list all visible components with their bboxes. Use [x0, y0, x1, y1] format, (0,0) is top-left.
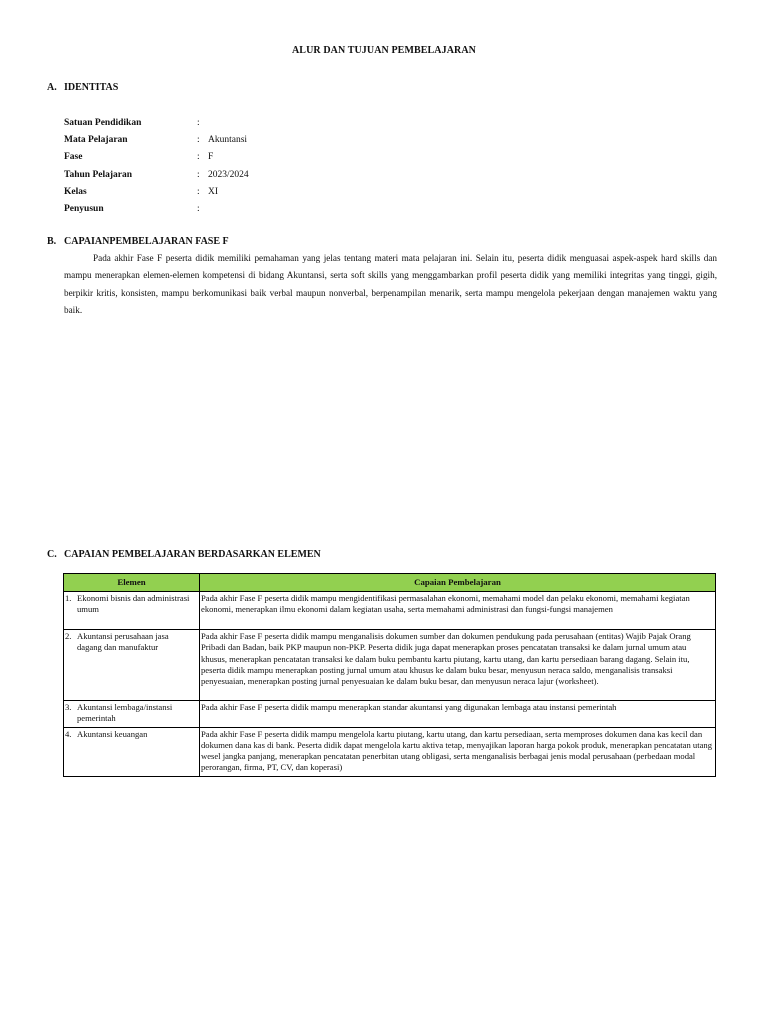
- section-c-heading: [47, 549, 321, 560]
- table-row: [64, 701, 716, 728]
- element-number: 3.: [65, 702, 72, 712]
- identity-row: [64, 131, 249, 148]
- identity-label: Penyusun: [64, 204, 104, 215]
- section-c-letter: C.: [47, 549, 57, 560]
- identity-colon: :: [197, 117, 200, 128]
- achievement-cell: Pada akhir Fase F peserta didik mampu mengidentifikasi permasalahan ekonomi, memahami model dan pelaku ekonomi, memahami kegiatan ekonomi, menerapkan ilmu ekonomi dalam kegiatan usaha, serta memahami administrasi dan fungsi-fungsi manajemen: [200, 592, 716, 630]
- achievement-cell: Pada akhir Fase F peserta didik mampu mengelola kartu piutang, kartu utang, dan kartu persediaan, serta memproses dokumen dana kas kecil dan dokumen dana kas di bank. Peserta didik dapat mengelola kartu aktiva tetap, menyajikan laporan harga pokok produk, menerapkan pencatatan utang wesel jangka panjang, menerapkan pencatatan penerbitan utang obligasi, serta menganalisis berbagai jenis modal perusahaan (perbedaan modal perorangan, firma, PT, CV, dan koperasi): [200, 727, 716, 776]
- identity-value: F: [208, 152, 214, 163]
- element-number: 4.: [65, 728, 72, 739]
- element-name: Akuntansi keuangan: [77, 728, 148, 739]
- table-row: [64, 727, 716, 776]
- identity-colon: :: [197, 204, 200, 215]
- identity-label: Tahun Pelajaran: [64, 169, 133, 180]
- achievement-cell: Pada akhir Fase F peserta didik mampu menganalisis dokumen sumber dan dokumen pendukung pada perusahaan (entitas) Wajib Pajak Orang Pribadi dan Badan, baik PKP maupun non-PKP. Peserta didik juga dapat menerapkan proses pencatatan transaksi ke dalam jurnal umum atau khusus, menerapkan pencatatan transaksi ke dalam buku pembantu kartu piutang, kartu utang, dan kartu persediaan barang dagang. Selain itu, peserta didik mampu menerapkan posting jurnal umum atau khusus ke dalam buku besar, menyusun neraca saldo, menganalisis transaksi penyesuaian, menerapkan posting jurnal penyesuaian ke dalam buku besar, dan menyusun neraca lajur (worksheet).: [200, 630, 716, 701]
- identity-colon: :: [197, 134, 200, 145]
- element-cell: [64, 592, 200, 630]
- element-cell: [64, 630, 200, 701]
- achievement-cell: Pada akhir Fase F peserta didik mampu menerapkan standar akuntansi yang digunakan lembaga atau instansi pemerintah: [200, 701, 716, 728]
- identity-colon: :: [197, 186, 200, 197]
- identity-row: [64, 166, 249, 183]
- element-cell: [64, 701, 200, 728]
- element-number: 1.: [65, 593, 72, 603]
- identity-list: [64, 114, 249, 218]
- identity-value: XI: [208, 186, 219, 197]
- identity-value: Akuntansi: [208, 134, 248, 145]
- section-a-heading: [47, 82, 118, 93]
- achievement-table: [63, 573, 716, 777]
- element-name: Ekonomi bisnis dan administrasi umum: [77, 593, 190, 615]
- identity-value: 2023/2024: [208, 169, 249, 180]
- section-a-title: IDENTITAS: [64, 82, 119, 93]
- identity-colon: :: [197, 152, 200, 163]
- identity-row: [64, 183, 249, 200]
- element-name: Akuntansi perusahaan jasa dagang dan manufaktur: [77, 631, 169, 653]
- section-b-paragraph: Pada akhir Fase F peserta didik memiliki pemahaman yang jelas tentang materi mata pelajaran ini. Selain itu, peserta didik menguasai aspek-aspek hard skills dan mampu menerapkan elemen-elemen kompetensi di bidang Akuntansi, serta soft skills yang menggambarkan profil peserta didik yang memiliki integritas yang tinggi, gigih, berpikir kritis, konsisten, mampu berkomunikasi baik verbal maupun nonverbal, berpenampilan menarik, serta mampu mengelola pekerjaan dengan manajemen waktu yang baik.: [64, 253, 717, 316]
- identity-label: Kelas: [64, 186, 87, 197]
- section-b-letter: B.: [47, 236, 57, 247]
- identity-label: Fase: [64, 152, 83, 163]
- identity-row: [64, 149, 249, 166]
- table-row: [64, 630, 716, 701]
- table-row: [64, 592, 716, 630]
- header-achievement: Capaian Pembelajaran: [200, 574, 716, 592]
- section-a-letter: A.: [47, 82, 57, 93]
- document-title: ALUR DAN TUJUAN PEMBELAJARAN: [291, 45, 476, 56]
- section-b-title: CAPAIANPEMBELAJARAN FASE F: [64, 236, 229, 247]
- header-element: Elemen: [64, 574, 200, 592]
- table-header-row: [64, 574, 716, 592]
- element-cell: [64, 727, 200, 776]
- identity-label: Satuan Pendidikan: [64, 117, 142, 128]
- element-name: Akuntansi lembaga/instansi pemerintah: [77, 702, 173, 724]
- section-b-heading: [47, 236, 229, 247]
- identity-row: [64, 200, 249, 217]
- identity-label: Mata Pelajaran: [64, 134, 128, 145]
- identity-colon: :: [197, 169, 200, 180]
- identity-row: [64, 114, 249, 131]
- element-number: 2.: [65, 631, 72, 641]
- section-c-title: CAPAIAN PEMBELAJARAN BERDASARKAN ELEMEN: [64, 549, 321, 560]
